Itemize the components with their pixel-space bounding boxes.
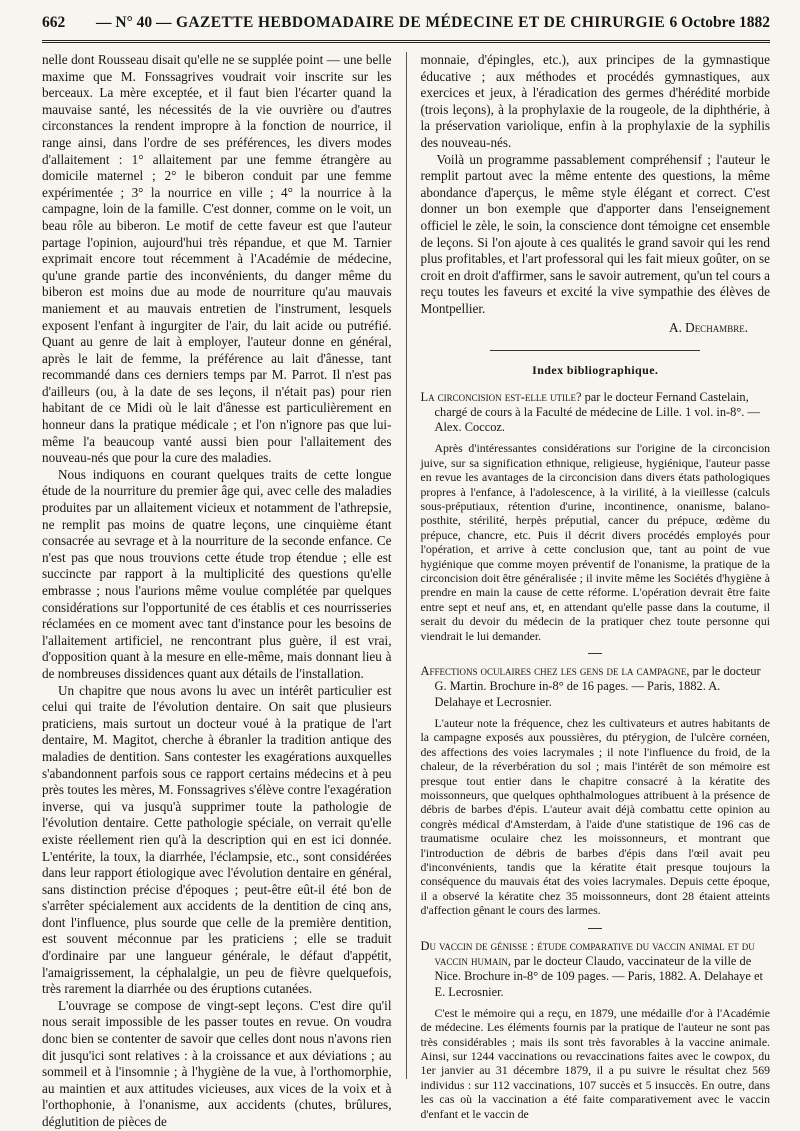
page-header	[42, 14, 770, 36]
paragraph: Un chapitre que nous avons lu avec un intérêt particulier est celui qui traite de l'évolution dentaire. On sait que plusieurs praticiens, mais surtout un docteur voué à la pratique de l'art dentaire, M. Magitot, cherche à ébranler la tradition antique des maladies de dentition. Sans contester les exagérations auxquelles s'abandonnent parfois sous ce rapport certains médecins et à peu près toutes les mères, M. Fonssagrives s'élève contre l'exagération inverse, qui va jusqu'à supprimer toute la pathologie de l'évolution dentaire. Cette pathologie spéciale, on verrait qu'elle existe réellement rien qu'à la description qui en est ici donnée. L'entérite, la toux, la diarrhée, l'éclampsie, etc., sont considérées dans leur rapport étiologique avec l'évolution dentaire en général, sans distinction précise d'époques ; peut-être eût-il été bon de s'arrêter spécialement aux accidents de la dentition de cinq ans, dont l'influence, plus sourde que celle de la première dentition, est souvent méconnue par les praticiens ; elle se traduit d'ordinaire par une langueur générale, le défaut d'appétit, l'amaigrissement, la céphalalgie, un peu de fièvre quelquefois, très rarement la diarrhée ou des éruptions cutanées.	[42, 682, 392, 997]
entry-title: La circoncision est-elle utile?	[420, 389, 582, 404]
bibliography-entry	[421, 939, 771, 1121]
section-title: Index bibliographique.	[532, 362, 659, 377]
entry-heading	[421, 390, 771, 436]
left-column	[42, 52, 392, 1129]
header-rule	[42, 40, 770, 43]
page-number: 662	[42, 14, 66, 31]
paragraph: Voilà un programme passablement compréhensif ; l'auteur le remplit partout avec la même entente des questions, la même abondance d'aperçus, le même style élégant et correct. C'est donner un bon exemple que d'apporter dans l'enseignement officiel le zèle, le soin, la conscience dont témoigne cet ensemble de leçons. Si l'on ajoute à ces qualités le grand savoir qui les rend plus profitables, et l'art professoral qui les fait mieux goûter, on se croit en droit d'affirmer, sans le savoir autrement, qu'un tel cours a reçu toutes les faveurs et excité la vive sympathie des élèves de Montpellier.	[420, 151, 770, 316]
entry-citation: par le docteur Claudo, vaccinateur de la ville de Nice. Brochure in-8° de 109 pages. — Paris, 1882. A. Delahaye et E. Lecrosnier.	[434, 953, 763, 999]
two-column-body	[42, 52, 770, 1129]
author-signature: A. Dechambre.	[669, 319, 748, 335]
bibliography-entry	[421, 390, 771, 644]
entry-title: Affections oculaires chez les gens de la campagne,	[420, 664, 690, 679]
issue-number: — N° 40 —	[96, 14, 172, 31]
paragraph: L'ouvrage se compose de vingt-sept leçons. C'est dire qu'il nous serait impossible de les passer toutes en revue. On voudra donc bien se contenter de savoir que celles dont nous n'avons rien dit jusqu'ici sont relatives : à la croissance et aux déviations ; au sommeil et à l'insomnie ; à l'hygiène de la vue, à l'orthomorphie, au maintien et aux attitudes vicieuses, aux vices de la voix et à l'orthophonie, à l'onanisme, aux accidents (chutes, brûlures, déglutition de pièces de	[42, 997, 392, 1129]
entry-title: Du vaccin de génisse : étude comparative du vaccin animal et du vaccin humain,	[420, 938, 755, 968]
paragraph: monnaie, d'épingles, etc.), aux principes de la gymnastique éducative ; aux méthodes et procédés gymnastiques, aux exercices et jeux, à l'éradication des germes d'hérédité morbide (trois leçons), à la prophylaxie de la rougeole, de la diphthérie, à la préservation variolique, enfin à la prophylaxie de la syphilis des nouveau-nés.	[420, 52, 770, 150]
right-column	[420, 52, 771, 1121]
journal-title: GAZETTE HEBDOMADAIRE DE MÉDECINE ET DE CHIRURGIE	[175, 14, 666, 31]
issue-date: 6 Octobre 1882	[669, 14, 770, 31]
column-divider	[406, 52, 407, 1079]
paragraph: nelle dont Rousseau disait qu'elle ne se supplée point — une belle maxime que M. Fonssagrives voudrait voir inscrite sur les berceaux. La mère exceptée, et il faut bien l'écarter quand la mauvaise santé, les nécessités de la vie ouvrière ou d'autres circonstances la rendent impropre à la fonction de nourrice, il range ainsi, dans l'ordre de ses préférences, les divers modes d'allaitement : 1° allaitement par une femme étrangère au domicile maternel ; 2° le biberon conduit par une femme expérimentée ; 3° la nourrice en ville ; 4° la nourrice à la campagne, loin de la famille. C'est donner, comme on le voit, un beau rôle au biberon. Le motif de cette faveur est que l'auteur partage l'opinion, aujourd'hui très répandue, et que M. Tarnier exprimait encore tout récemment à l'Académie de médecine, qu'une grande partie des inconvénients, du danger même du biberon est moins due au mode de nourriture qu'au mauvais maniement et au mauvais entretien de l'instrument, lesquels exposent l'enfant à ingurgiter de l'air, du lait acide ou putréfié. Quant au genre de lait à employer, l'auteur donne en général, après le lait de femme, la préférence au lait d'ânesse, tant recommandé dans ces derniers temps par M. Parrot. Il n'est pas d'ailleurs (ou, à la date de ses leçons, il n'était pas) pour rien habitant de ce Midi où le lait d'ânesse est particulièrement en honneur dans la pratique médicale ; et l'on n'ignore pas que lui-même l'a beaucoup vanté aussi bien pour l'allaitement des nouveau-nés que pour la cure des maladies.	[42, 52, 392, 466]
entry-review: L'auteur note la fréquence, chez les cultivateurs et autres habitants de la campagne exposés aux poussières, du ptérygion, de l'ulcère cornéen, des affections des voies lacrymales ; il note l'influence du froid, de la chaleur, de la réverbération du sol ; mais l'intérêt de son mémoire est presque tout entier dans le chapitre consacré à la kératite des moissonneurs, que quelques ophthalmologues attribuent à la présence de débris de barbes d'épis. L'auteur avait déjà combattu cette opinion au congrès médical d'Amsterdam, à l'aide d'une statistique de 196 cas de traumatisme oculaire chez les moissonneurs, et montrant que l'introduction de débris de barbes d'épis dans l'œil avait peu d'inconvénients, tandis que la kératite était presque toujours la conséquence du mauvais état des voies lacrymales. Depuis cette époque, il a observé la kératite chez 35 moissonneurs, dont 28 étaient atteints d'affection gênant le cours des larmes.	[420, 715, 770, 918]
bibliography-entry	[421, 664, 771, 918]
entry-citation: par le docteur G. Martin. Brochure in-8° de 16 pages. — Paris, 1882. A. Delahaye et Lecrosnier.	[434, 664, 761, 709]
entry-citation: par le docteur Fernand Castelain, chargé de cours à la Faculté de médecine de Lille. 1 vol. in-8°. — Alex. Coccoz.	[434, 389, 760, 435]
entry-heading	[421, 664, 771, 710]
entry-review: Après d'intéressantes considérations sur l'origine de la circoncision juive, sur sa signification ethnique, religieuse, hygiénique, l'auteur passe en revue les avantages de la circoncision dans divers états pathologiques propres à l'enfance, à l'adolescence, à la virilité, à la vieillesse (calculs sous-préputiaux, rétention d'urine, incontinence, onanisme, balano-posthite, stérilité, herpès préputial, cancer du prépuce, œdème du prépuce, chancre, etc. Puis il décrit divers procédés employés pour l'opération, et arrive à cette conclusion que, tant au point de vue hygiénique que comme moyen préventif de l'onanisme, la pratique de la circoncision doit être généralisée ; il invite même les Sociétés d'hygiène à prendre en main la cause de cette réforme. L'opération devrait être faite entre sept et neuf ans, et, en attendant qu'elle passe dans la coutume, il serait du devoir du médecin de la pratiquer chez toute personne qui viendrait le lui demander.	[420, 441, 770, 643]
section-rule	[490, 350, 700, 351]
entry-heading	[421, 939, 771, 1000]
entry-review: C'est le mémoire qui a reçu, en 1879, une médaille d'or à l'Académie de médecine. Les éléments fournis par la pratique de l'auteur ne sont pas très considérables ; mais ils sont très favorables à la vaccine animale. Ainsi, sur 1244 vaccinations ou revaccinations faites avec le cowpox, du 1er janvier au 31 décembre 1879, il a pu suivre le résultat chez 569 individus : sur 112 vaccinations, 107 succès et 5 insuccès. En outre, dans les cas où la vaccination a été faite comparativement avec le vaccin d'enfant et le vaccin de	[420, 1005, 770, 1121]
paragraph: Nous indiquons en courant quelques traits de cette longue étude de la nourriture du premier âge qui, avec celle des maladies produites par un allaitement vicieux et notamment de l'athrepsie, ne remplit pas moins de quatre leçons, une cinquième étant consacrée au sevrage et à la nourriture de la seconde enfance. Ce n'est pas que nous trouvions cette étude trop étendue ; elle est succincte par rapport à la multiplicité des questions qu'elle embrasse ; nous l'aurions même voulue complétée par quelques considérations sur l'opportunité de ces établis et ces nourrisseries réclamées en ce moment avec tant d'instance pour les besoins de l'allaitement artificiel, ne rencontrant plus guère, il est vrai, d'opposition quant à la mesure en elle-même, mais donnant lieu à de nombreuses dissidences quant aux détails de l'installation.	[42, 466, 392, 681]
